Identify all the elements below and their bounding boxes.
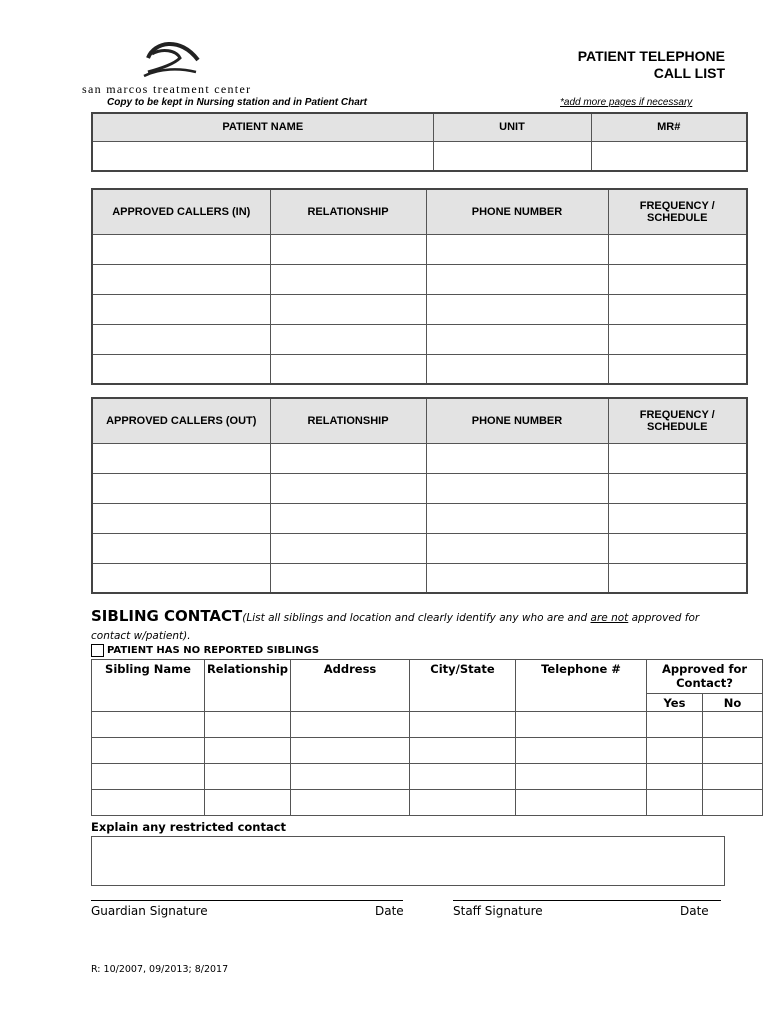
caller-out-cell[interactable]	[270, 503, 426, 533]
sibling-cell[interactable]	[291, 764, 410, 790]
table-row	[92, 354, 747, 384]
guardian-signature-line[interactable]	[91, 900, 403, 901]
logo	[140, 38, 202, 80]
caller-out-cell[interactable]	[426, 443, 608, 473]
caller-in-cell[interactable]	[608, 354, 747, 384]
sibling-cell[interactable]	[410, 712, 516, 738]
unit-header: UNIT	[433, 113, 591, 141]
sibling-cell[interactable]	[205, 738, 291, 764]
caller-in-cell[interactable]	[426, 264, 608, 294]
no-header: No	[703, 694, 763, 712]
yes-header: Yes	[647, 694, 703, 712]
table-row	[92, 234, 747, 264]
sibling-table	[91, 659, 763, 816]
sibling-cell[interactable]	[205, 790, 291, 816]
caller-out-cell[interactable]	[270, 473, 426, 503]
mr-field[interactable]	[591, 141, 747, 171]
caller-out-cell[interactable]	[608, 533, 747, 563]
guardian-date-label: Date	[375, 904, 404, 918]
table-row	[92, 294, 747, 324]
caller-in-cell[interactable]	[608, 264, 747, 294]
caller-in-cell[interactable]	[426, 294, 608, 324]
table-row	[92, 324, 747, 354]
callers-in-table	[91, 188, 748, 385]
no-siblings-label: PATIENT HAS NO REPORTED SIBLINGS	[107, 645, 320, 656]
no-siblings-checkbox[interactable]	[91, 644, 104, 657]
caller-out-cell[interactable]	[426, 503, 608, 533]
sibling-cell[interactable]	[410, 738, 516, 764]
relationship-header: RELATIONSHIP	[270, 189, 426, 234]
sibling-cell[interactable]	[516, 712, 647, 738]
sibling-name-header: Sibling Name	[92, 660, 205, 712]
table-row	[92, 563, 747, 593]
table-row	[92, 443, 747, 473]
sibling-cell[interactable]	[205, 764, 291, 790]
caller-out-cell[interactable]	[270, 533, 426, 563]
caller-in-cell[interactable]	[92, 354, 270, 384]
no-cell[interactable]	[703, 764, 763, 790]
caller-out-cell[interactable]	[426, 563, 608, 593]
sibling-cell[interactable]	[516, 764, 647, 790]
sibling-cell[interactable]	[92, 738, 205, 764]
revision-footer: R: 10/2007, 09/2013; 8/2017	[91, 964, 229, 975]
patient-name-field[interactable]	[92, 141, 433, 171]
staff-signature-label: Staff Signature	[453, 904, 543, 918]
caller-in-cell[interactable]	[426, 234, 608, 264]
phone-number-header: PHONE NUMBER	[426, 189, 608, 234]
table-row	[92, 141, 747, 171]
sibling-instructions-underlined: are not	[590, 612, 629, 624]
sibling-cell[interactable]	[516, 790, 647, 816]
yes-cell[interactable]	[647, 712, 703, 738]
caller-in-cell[interactable]	[270, 264, 426, 294]
caller-in-cell[interactable]	[92, 294, 270, 324]
relationship-header: Relationship	[205, 660, 291, 712]
patient-table	[91, 112, 748, 172]
no-cell[interactable]	[703, 712, 763, 738]
yes-cell[interactable]	[647, 790, 703, 816]
address-header: Address	[291, 660, 410, 712]
caller-out-cell[interactable]	[426, 473, 608, 503]
caller-out-cell[interactable]	[92, 533, 270, 563]
caller-in-cell[interactable]	[92, 264, 270, 294]
sibling-cell[interactable]	[92, 712, 205, 738]
telephone-header: Telephone #	[516, 660, 647, 712]
copy-note: Copy to be kept in Nursing station and in Patient Chart	[107, 97, 368, 108]
caller-out-cell[interactable]	[608, 473, 747, 503]
unit-field[interactable]	[433, 141, 591, 171]
title-line-1: PATIENT TELEPHONE	[577, 48, 725, 64]
guardian-signature-label: Guardian Signature	[91, 904, 208, 918]
table-header-row	[92, 398, 747, 443]
city-state-header: City/State	[410, 660, 516, 712]
no-siblings-checkbox-row[interactable]	[91, 644, 319, 657]
phone-number-header: PHONE NUMBER	[426, 398, 608, 443]
logo-swoosh-icon	[140, 38, 202, 80]
restricted-contact-textarea[interactable]	[91, 836, 725, 886]
caller-in-cell[interactable]	[92, 234, 270, 264]
caller-out-cell[interactable]	[270, 443, 426, 473]
callers-in-header: APPROVED CALLERS (IN)	[92, 189, 270, 234]
sibling-cell[interactable]	[291, 712, 410, 738]
table-row	[92, 764, 763, 790]
caller-in-cell[interactable]	[270, 354, 426, 384]
callers-out-header: APPROVED CALLERS (OUT)	[92, 398, 270, 443]
restricted-contact-label: Explain any restricted contact	[91, 820, 287, 834]
no-cell[interactable]	[703, 738, 763, 764]
caller-in-cell[interactable]	[270, 294, 426, 324]
caller-out-cell[interactable]	[92, 473, 270, 503]
caller-in-cell[interactable]	[426, 354, 608, 384]
caller-in-cell[interactable]	[270, 324, 426, 354]
caller-in-cell[interactable]	[608, 294, 747, 324]
caller-out-cell[interactable]	[92, 563, 270, 593]
sibling-cell[interactable]	[291, 790, 410, 816]
org-name: san marcos treatment center	[82, 82, 252, 96]
table-row	[92, 503, 747, 533]
sibling-cell[interactable]	[410, 790, 516, 816]
sibling-cell[interactable]	[291, 738, 410, 764]
frequency-header: FREQUENCY / SCHEDULE	[608, 189, 747, 234]
no-cell[interactable]	[703, 790, 763, 816]
staff-signature-line[interactable]	[453, 900, 721, 901]
yes-cell[interactable]	[647, 764, 703, 790]
sibling-cell[interactable]	[410, 764, 516, 790]
sibling-cell[interactable]	[205, 712, 291, 738]
table-row	[92, 264, 747, 294]
caller-in-cell[interactable]	[608, 234, 747, 264]
caller-out-cell[interactable]	[608, 503, 747, 533]
frequency-header: FREQUENCY / SCHEDULE	[608, 398, 747, 443]
table-header-row	[92, 113, 747, 141]
table-header-row	[92, 189, 747, 234]
sibling-instructions-prefix: (List all siblings and location and clearly identify any who are and	[242, 612, 591, 624]
caller-out-cell[interactable]	[608, 563, 747, 593]
page-title	[480, 48, 725, 82]
sibling-cell[interactable]	[92, 790, 205, 816]
sibling-cell[interactable]	[516, 738, 647, 764]
callers-out-table	[91, 397, 748, 594]
caller-in-cell[interactable]	[426, 324, 608, 354]
caller-out-cell[interactable]	[608, 443, 747, 473]
table-row	[92, 473, 747, 503]
title-line-2: CALL LIST	[653, 65, 725, 81]
sibling-cell[interactable]	[92, 764, 205, 790]
sibling-section-heading	[91, 608, 731, 644]
caller-out-cell[interactable]	[92, 443, 270, 473]
caller-out-cell[interactable]	[270, 563, 426, 593]
sibling-title: SIBLING CONTACT	[91, 607, 243, 625]
caller-in-cell[interactable]	[270, 234, 426, 264]
staff-date-label: Date	[680, 904, 709, 918]
sibling-instructions-suffix: approved for contact w/patient).	[91, 612, 700, 642]
table-row	[92, 790, 763, 816]
table-row	[92, 533, 747, 563]
pages-note: *add more pages if necessary	[560, 97, 693, 108]
mr-header: MR#	[591, 113, 747, 141]
table-header-row	[92, 660, 763, 694]
patient-name-header: PATIENT NAME	[92, 113, 433, 141]
caller-in-cell[interactable]	[92, 324, 270, 354]
caller-out-cell[interactable]	[426, 533, 608, 563]
relationship-header: RELATIONSHIP	[270, 398, 426, 443]
caller-in-cell[interactable]	[608, 324, 747, 354]
yes-cell[interactable]	[647, 738, 703, 764]
caller-out-cell[interactable]	[92, 503, 270, 533]
table-row	[92, 712, 763, 738]
approved-contact-header: Approved for Contact?	[647, 660, 763, 694]
table-row	[92, 738, 763, 764]
